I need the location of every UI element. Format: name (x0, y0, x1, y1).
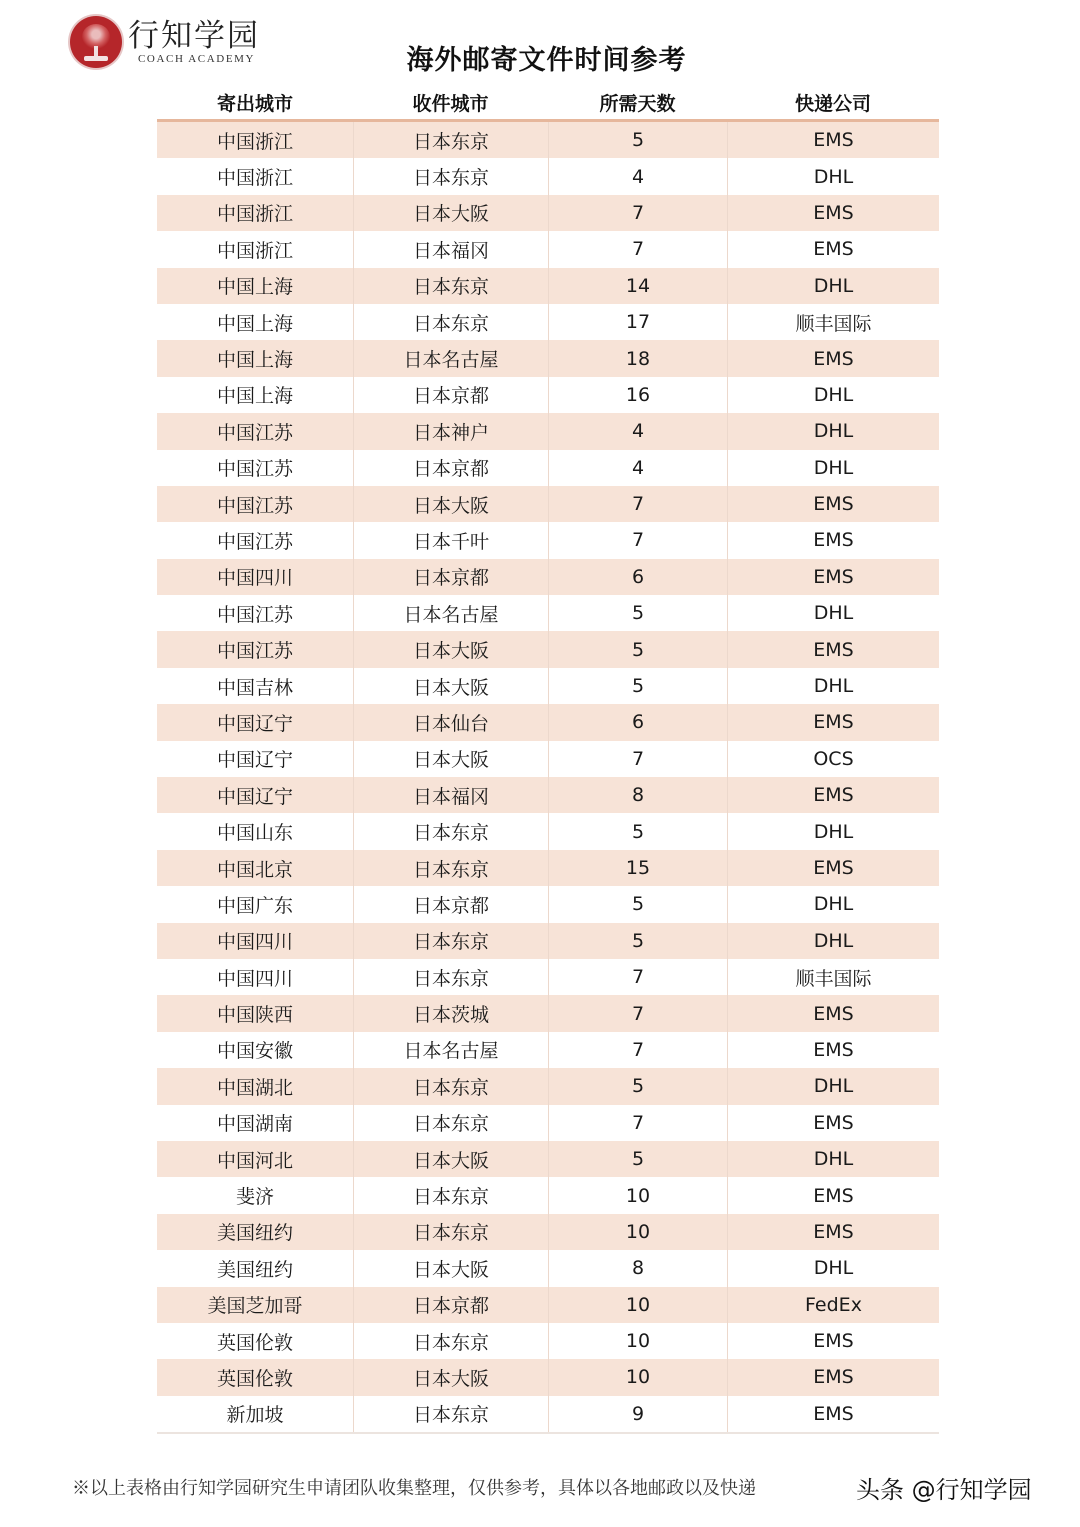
cell-destination-city: 日本京都 (353, 450, 548, 486)
cell-days-required: 5 (548, 122, 727, 158)
cell-origin-city: 中国辽宁 (216, 785, 293, 808)
cell-origin-city: 中国江苏 (216, 494, 293, 517)
table-row (157, 1068, 939, 1104)
cell-origin-city: 中国上海 (216, 276, 293, 299)
cell-days-required: 6 (548, 704, 727, 740)
cell-destination-city: 日本京都 (353, 559, 548, 595)
cell-destination-city: 日本京都 (353, 1287, 548, 1323)
cell-courier: EMS (727, 1214, 939, 1250)
cell-courier: DHL (727, 1141, 939, 1177)
table-row (157, 231, 939, 267)
cell-days-required: 7 (548, 959, 727, 995)
cell-destination-city: 日本大阪 (353, 486, 548, 522)
cell-origin-city: 中国四川 (216, 967, 293, 990)
table-row (157, 340, 939, 376)
cell-origin-city: 中国上海 (216, 385, 293, 408)
cell-destination-city: 日本京都 (353, 886, 548, 922)
table-row (157, 777, 939, 813)
cell-days-required: 8 (548, 777, 727, 813)
cell-days-required: 10 (548, 1214, 727, 1250)
cell-destination-city: 日本名古屋 (353, 1032, 548, 1068)
cell-destination-city: 日本福冈 (353, 777, 548, 813)
table-row (157, 195, 939, 231)
cell-courier: DHL (727, 668, 939, 704)
watermark: 头条 @行知学园 (856, 1476, 1032, 1504)
cell-courier: EMS (727, 631, 939, 667)
cell-origin-city: 英国伦敦 (216, 1331, 293, 1354)
cell-origin-city: 中国吉林 (216, 676, 293, 699)
cell-courier: DHL (727, 1068, 939, 1104)
table-row (157, 522, 939, 558)
table-row (157, 1141, 939, 1177)
cell-destination-city: 日本东京 (353, 1323, 548, 1359)
cell-destination-city: 日本东京 (353, 268, 548, 304)
cell-courier: DHL (727, 886, 939, 922)
cell-destination-city: 日本名古屋 (353, 340, 548, 376)
cell-origin-city: 中国江苏 (216, 530, 293, 553)
cell-destination-city: 日本大阪 (353, 1359, 548, 1395)
cell-days-required: 9 (548, 1396, 727, 1432)
cell-days-required: 5 (548, 923, 727, 959)
cell-destination-city: 日本东京 (353, 850, 548, 886)
cell-days-required: 5 (548, 813, 727, 849)
table-row (157, 704, 939, 740)
cell-origin-city: 中国浙江 (216, 203, 293, 226)
cell-origin-city: 中国江苏 (216, 458, 293, 481)
cell-courier: EMS (727, 1032, 939, 1068)
cell-courier: FedEx (727, 1287, 939, 1323)
cell-days-required: 7 (548, 231, 727, 267)
cell-courier: EMS (727, 995, 939, 1031)
cell-destination-city: 日本福冈 (353, 231, 548, 267)
cell-origin-city: 美国芝加哥 (207, 1295, 303, 1318)
table-row (157, 1214, 939, 1250)
cell-origin-city: 中国北京 (216, 858, 293, 881)
cell-destination-city: 日本东京 (353, 1177, 548, 1213)
cell-courier: EMS (727, 559, 939, 595)
table-row (157, 959, 939, 995)
header-days-required: 所需天数 (599, 93, 676, 115)
cell-courier: EMS (727, 122, 939, 158)
cell-origin-city: 美国纽约 (216, 1222, 293, 1245)
cell-origin-city: 中国四川 (216, 567, 293, 590)
cell-destination-city: 日本东京 (353, 158, 548, 194)
cell-courier: 顺丰国际 (727, 304, 939, 340)
table-row (157, 995, 939, 1031)
cell-destination-city: 日本大阪 (353, 631, 548, 667)
table-row (157, 923, 939, 959)
cell-origin-city: 中国辽宁 (216, 712, 293, 735)
cell-courier: EMS (727, 1359, 939, 1395)
cell-courier: EMS (727, 1396, 939, 1432)
cell-days-required: 4 (548, 413, 727, 449)
table-row (157, 1032, 939, 1068)
cell-courier: EMS (727, 340, 939, 376)
cell-days-required: 18 (548, 340, 727, 376)
cell-origin-city: 中国湖北 (216, 1076, 293, 1099)
cell-courier: EMS (727, 850, 939, 886)
table-row (157, 1287, 939, 1323)
table-row (157, 559, 939, 595)
table-row (157, 1105, 939, 1141)
cell-courier: DHL (727, 413, 939, 449)
cell-destination-city: 日本仙台 (353, 704, 548, 740)
cell-days-required: 5 (548, 668, 727, 704)
cell-destination-city: 日本名古屋 (353, 595, 548, 631)
cell-courier: EMS (727, 486, 939, 522)
cell-origin-city: 中国江苏 (216, 640, 293, 663)
cell-origin-city: 英国伦敦 (216, 1367, 293, 1390)
cell-destination-city: 日本大阪 (353, 668, 548, 704)
cell-days-required: 7 (548, 995, 727, 1031)
table-row (157, 813, 939, 849)
cell-days-required: 10 (548, 1177, 727, 1213)
cell-courier: EMS (727, 231, 939, 267)
cell-destination-city: 日本大阪 (353, 741, 548, 777)
table-body (157, 122, 939, 1434)
cell-days-required: 7 (548, 195, 727, 231)
cell-courier: EMS (727, 777, 939, 813)
table-row (157, 486, 939, 522)
brand-name-cn: 行知学园 (128, 18, 260, 54)
cell-origin-city: 中国辽宁 (216, 749, 293, 772)
table-row (157, 1323, 939, 1359)
cell-destination-city: 日本大阪 (353, 195, 548, 231)
cell-courier: OCS (727, 741, 939, 777)
footnote: ※以上表格由行知学园研究生申请团队收集整理，仅供参考，具体以各地邮政以及快递 (72, 1478, 756, 1499)
table-row (157, 668, 939, 704)
cell-origin-city: 中国江苏 (216, 421, 293, 444)
cell-days-required: 7 (548, 522, 727, 558)
brand-name-en: COACH ACADEMY (138, 53, 256, 65)
cell-days-required: 6 (548, 559, 727, 595)
cell-destination-city: 日本茨城 (353, 995, 548, 1031)
cell-origin-city: 中国浙江 (216, 239, 293, 262)
cell-days-required: 10 (548, 1323, 727, 1359)
cell-destination-city: 日本东京 (353, 959, 548, 995)
cell-destination-city: 日本千叶 (353, 522, 548, 558)
cell-days-required: 4 (548, 450, 727, 486)
cell-origin-city: 美国纽约 (216, 1258, 293, 1281)
cell-days-required: 10 (548, 1287, 727, 1323)
cell-courier: 顺丰国际 (727, 959, 939, 995)
cell-days-required: 14 (548, 268, 727, 304)
cell-days-required: 5 (548, 595, 727, 631)
cell-origin-city: 中国江苏 (216, 603, 293, 626)
cell-origin-city: 中国湖南 (216, 1113, 293, 1136)
table-row (157, 304, 939, 340)
cell-days-required: 5 (548, 886, 727, 922)
header-courier: 快递公司 (794, 93, 871, 115)
cell-destination-city: 日本大阪 (353, 1250, 548, 1286)
cell-courier: DHL (727, 450, 939, 486)
cell-origin-city: 中国四川 (216, 931, 293, 954)
cell-days-required: 4 (548, 158, 727, 194)
cell-courier: DHL (727, 268, 939, 304)
cell-destination-city: 日本东京 (353, 1214, 548, 1250)
table-row (157, 741, 939, 777)
table-header (157, 86, 939, 122)
table-row (157, 886, 939, 922)
cell-days-required: 7 (548, 741, 727, 777)
cell-destination-city: 日本东京 (353, 304, 548, 340)
cell-destination-city: 日本东京 (353, 1396, 548, 1432)
table-row (157, 1359, 939, 1395)
table-row (157, 631, 939, 667)
cell-origin-city: 中国浙江 (216, 130, 293, 153)
cell-destination-city: 日本神户 (353, 413, 548, 449)
cell-origin-city: 中国上海 (216, 312, 293, 335)
shipping-time-table (157, 86, 939, 1434)
table-row (157, 377, 939, 413)
cell-days-required: 5 (548, 631, 727, 667)
cell-courier: DHL (727, 158, 939, 194)
cell-origin-city: 中国浙江 (216, 167, 293, 190)
cell-courier: EMS (727, 195, 939, 231)
table-row (157, 268, 939, 304)
cell-days-required: 8 (548, 1250, 727, 1286)
header-destination-city: 收件城市 (412, 93, 489, 115)
cell-days-required: 17 (548, 304, 727, 340)
cell-origin-city: 中国安徽 (216, 1040, 293, 1063)
table-row (157, 122, 939, 158)
cell-origin-city: 中国山东 (216, 822, 293, 845)
table-row (157, 1250, 939, 1286)
cell-origin-city: 中国陕西 (216, 1004, 293, 1027)
table-row (157, 450, 939, 486)
header-origin-city: 寄出城市 (216, 93, 293, 115)
page-title: 海外邮寄文件时间参考 (406, 45, 687, 76)
cell-origin-city: 斐济 (235, 1186, 274, 1209)
cell-courier: EMS (727, 704, 939, 740)
cell-origin-city: 中国上海 (216, 349, 293, 372)
cell-days-required: 16 (548, 377, 727, 413)
cell-days-required: 7 (548, 1032, 727, 1068)
table-row (157, 850, 939, 886)
cell-destination-city: 日本东京 (353, 1105, 548, 1141)
cell-courier: DHL (727, 377, 939, 413)
cell-courier: DHL (727, 923, 939, 959)
table-row (157, 1396, 939, 1434)
cell-courier: EMS (727, 1105, 939, 1141)
cell-courier: EMS (727, 522, 939, 558)
cell-courier: DHL (727, 595, 939, 631)
cell-destination-city: 日本东京 (353, 1068, 548, 1104)
cell-days-required: 5 (548, 1141, 727, 1177)
cell-origin-city: 中国河北 (216, 1149, 293, 1172)
cell-origin-city: 中国广东 (216, 894, 293, 917)
table-row (157, 1177, 939, 1213)
cell-destination-city: 日本大阪 (353, 1141, 548, 1177)
cell-courier: DHL (727, 1250, 939, 1286)
cell-courier: DHL (727, 813, 939, 849)
table-row (157, 413, 939, 449)
table-row (157, 158, 939, 194)
cell-days-required: 10 (548, 1359, 727, 1395)
cell-courier: EMS (727, 1323, 939, 1359)
cell-days-required: 15 (548, 850, 727, 886)
cell-courier: EMS (727, 1177, 939, 1213)
cell-origin-city: 新加坡 (226, 1404, 284, 1427)
table-row (157, 595, 939, 631)
cell-days-required: 7 (548, 1105, 727, 1141)
cell-days-required: 7 (548, 486, 727, 522)
cell-destination-city: 日本东京 (353, 923, 548, 959)
cell-destination-city: 日本京都 (353, 377, 548, 413)
cell-destination-city: 日本东京 (353, 122, 548, 158)
cell-destination-city: 日本东京 (353, 813, 548, 849)
cell-days-required: 5 (548, 1068, 727, 1104)
